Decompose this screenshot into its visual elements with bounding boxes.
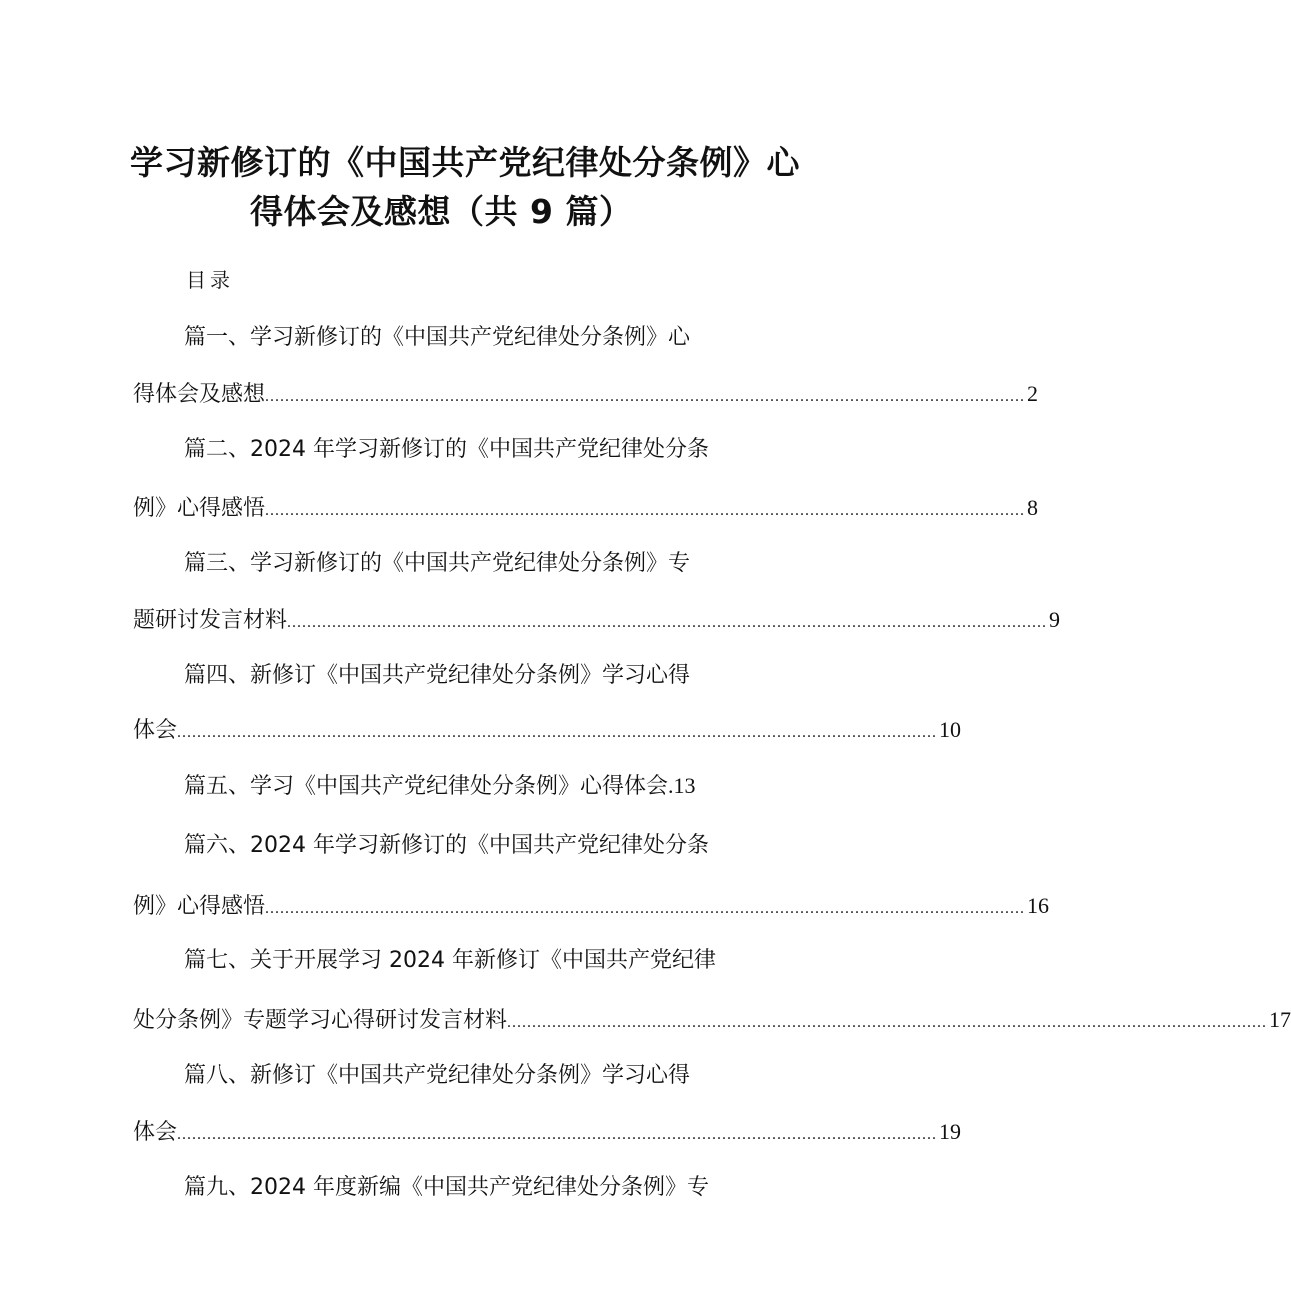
toc-entry-8-line-2[interactable] — [0, 1116, 962, 1148]
toc-entry-title: 篇七、关于开展学习 2024 年新修订《中国共产党纪律 — [184, 948, 716, 973]
toc-entry-title: 篇一、学习新修订的《中国共产党纪律处分条例》心 — [184, 325, 691, 350]
toc-entry-title: 篇三、学习新修订的《中国共产党纪律处分条例》专 — [184, 551, 691, 576]
toc-page-number: 10 — [939, 717, 962, 742]
toc-entry-title-cont: 体会 — [133, 718, 178, 743]
toc-entry-1-line-2[interactable] — [0, 378, 1039, 410]
toc-entry-2-line-2[interactable] — [0, 492, 1039, 524]
toc-entry-7-line-2[interactable] — [0, 1004, 1291, 1036]
leader-dots: ........................................................................................................................................................ — [177, 1126, 938, 1143]
toc-entry-3-line-2[interactable] — [0, 604, 1061, 636]
toc-page-number: 9 — [1049, 607, 1061, 632]
toc-entry-title-cont: 处分条例》专题学习心得研讨发言材料 — [133, 1008, 508, 1033]
leader-dots: ........................................................................................................................................................ — [265, 388, 1026, 405]
toc-page-number: 2 — [1027, 381, 1039, 406]
leader-dot: . — [668, 773, 674, 798]
toc-page-number: 8 — [1027, 495, 1039, 520]
leader-dots: ........................................................................................................................................................ — [287, 614, 1048, 631]
toc-entry-title: 篇八、新修订《中国共产党纪律处分条例》学习心得 — [184, 1063, 691, 1088]
toc-entry-title-cont: 题研讨发言材料 — [133, 608, 288, 633]
leader-dots: ........................................................................................................................................................ — [177, 724, 938, 741]
toc-entry-2-line-1[interactable] — [0, 434, 920, 466]
document-title-line-1: 学习新修订的《中国共产党纪律处分条例》心 — [130, 143, 800, 182]
toc-page-number: 16 — [1027, 893, 1050, 918]
toc-entry-5-line-1[interactable] — [0, 770, 920, 802]
toc-entry-7-line-1[interactable] — [0, 945, 920, 977]
document-title-line-2: 得体会及感想（共 9 篇） — [250, 192, 633, 231]
toc-entry-6-line-2[interactable] — [0, 890, 1050, 922]
toc-entry-title — [184, 770, 696, 803]
leader-dots: ........................................................................................................................................................ — [507, 1014, 1268, 1031]
toc-entry-title: 篇二、2024 年学习新修订的《中国共产党纪律处分条 — [184, 437, 709, 462]
toc-entry-6-line-1[interactable] — [0, 830, 920, 862]
toc-page-number: 19 — [939, 1119, 962, 1144]
toc-entry-1-line-1[interactable] — [0, 322, 920, 354]
toc-page-number: 17 — [1269, 1007, 1291, 1032]
toc-entry-title: 篇九、2024 年度新编《中国共产党纪律处分条例》专 — [184, 1175, 709, 1200]
toc-page-number: 13 — [673, 773, 696, 798]
toc-entry-title-cont: 体会 — [133, 1120, 178, 1145]
leader-dots: ........................................................................................................................................................ — [265, 900, 1026, 917]
toc-entry-4-line-1[interactable] — [0, 660, 920, 692]
toc-entry-8-line-1[interactable] — [0, 1060, 920, 1092]
toc-entry-9-line-1[interactable] — [0, 1172, 920, 1204]
toc-entry-3-line-1[interactable] — [0, 548, 920, 580]
toc-entry-title-cont: 例》心得感悟 — [133, 894, 266, 919]
toc-heading: 目录 — [186, 268, 234, 292]
toc-entry-title-text: 篇五、学习《中国共产党纪律处分条例》心得体会 — [184, 774, 669, 799]
toc-entry-4-line-2[interactable] — [0, 714, 962, 746]
toc-entry-title-cont: 例》心得感悟 — [133, 496, 266, 521]
toc-entry-title: 篇六、2024 年学习新修订的《中国共产党纪律处分条 — [184, 833, 709, 858]
leader-dots: ........................................................................................................................................................ — [265, 502, 1026, 519]
toc-entry-title: 篇四、新修订《中国共产党纪律处分条例》学习心得 — [184, 663, 691, 688]
toc-entry-title-cont: 得体会及感想 — [133, 382, 266, 407]
